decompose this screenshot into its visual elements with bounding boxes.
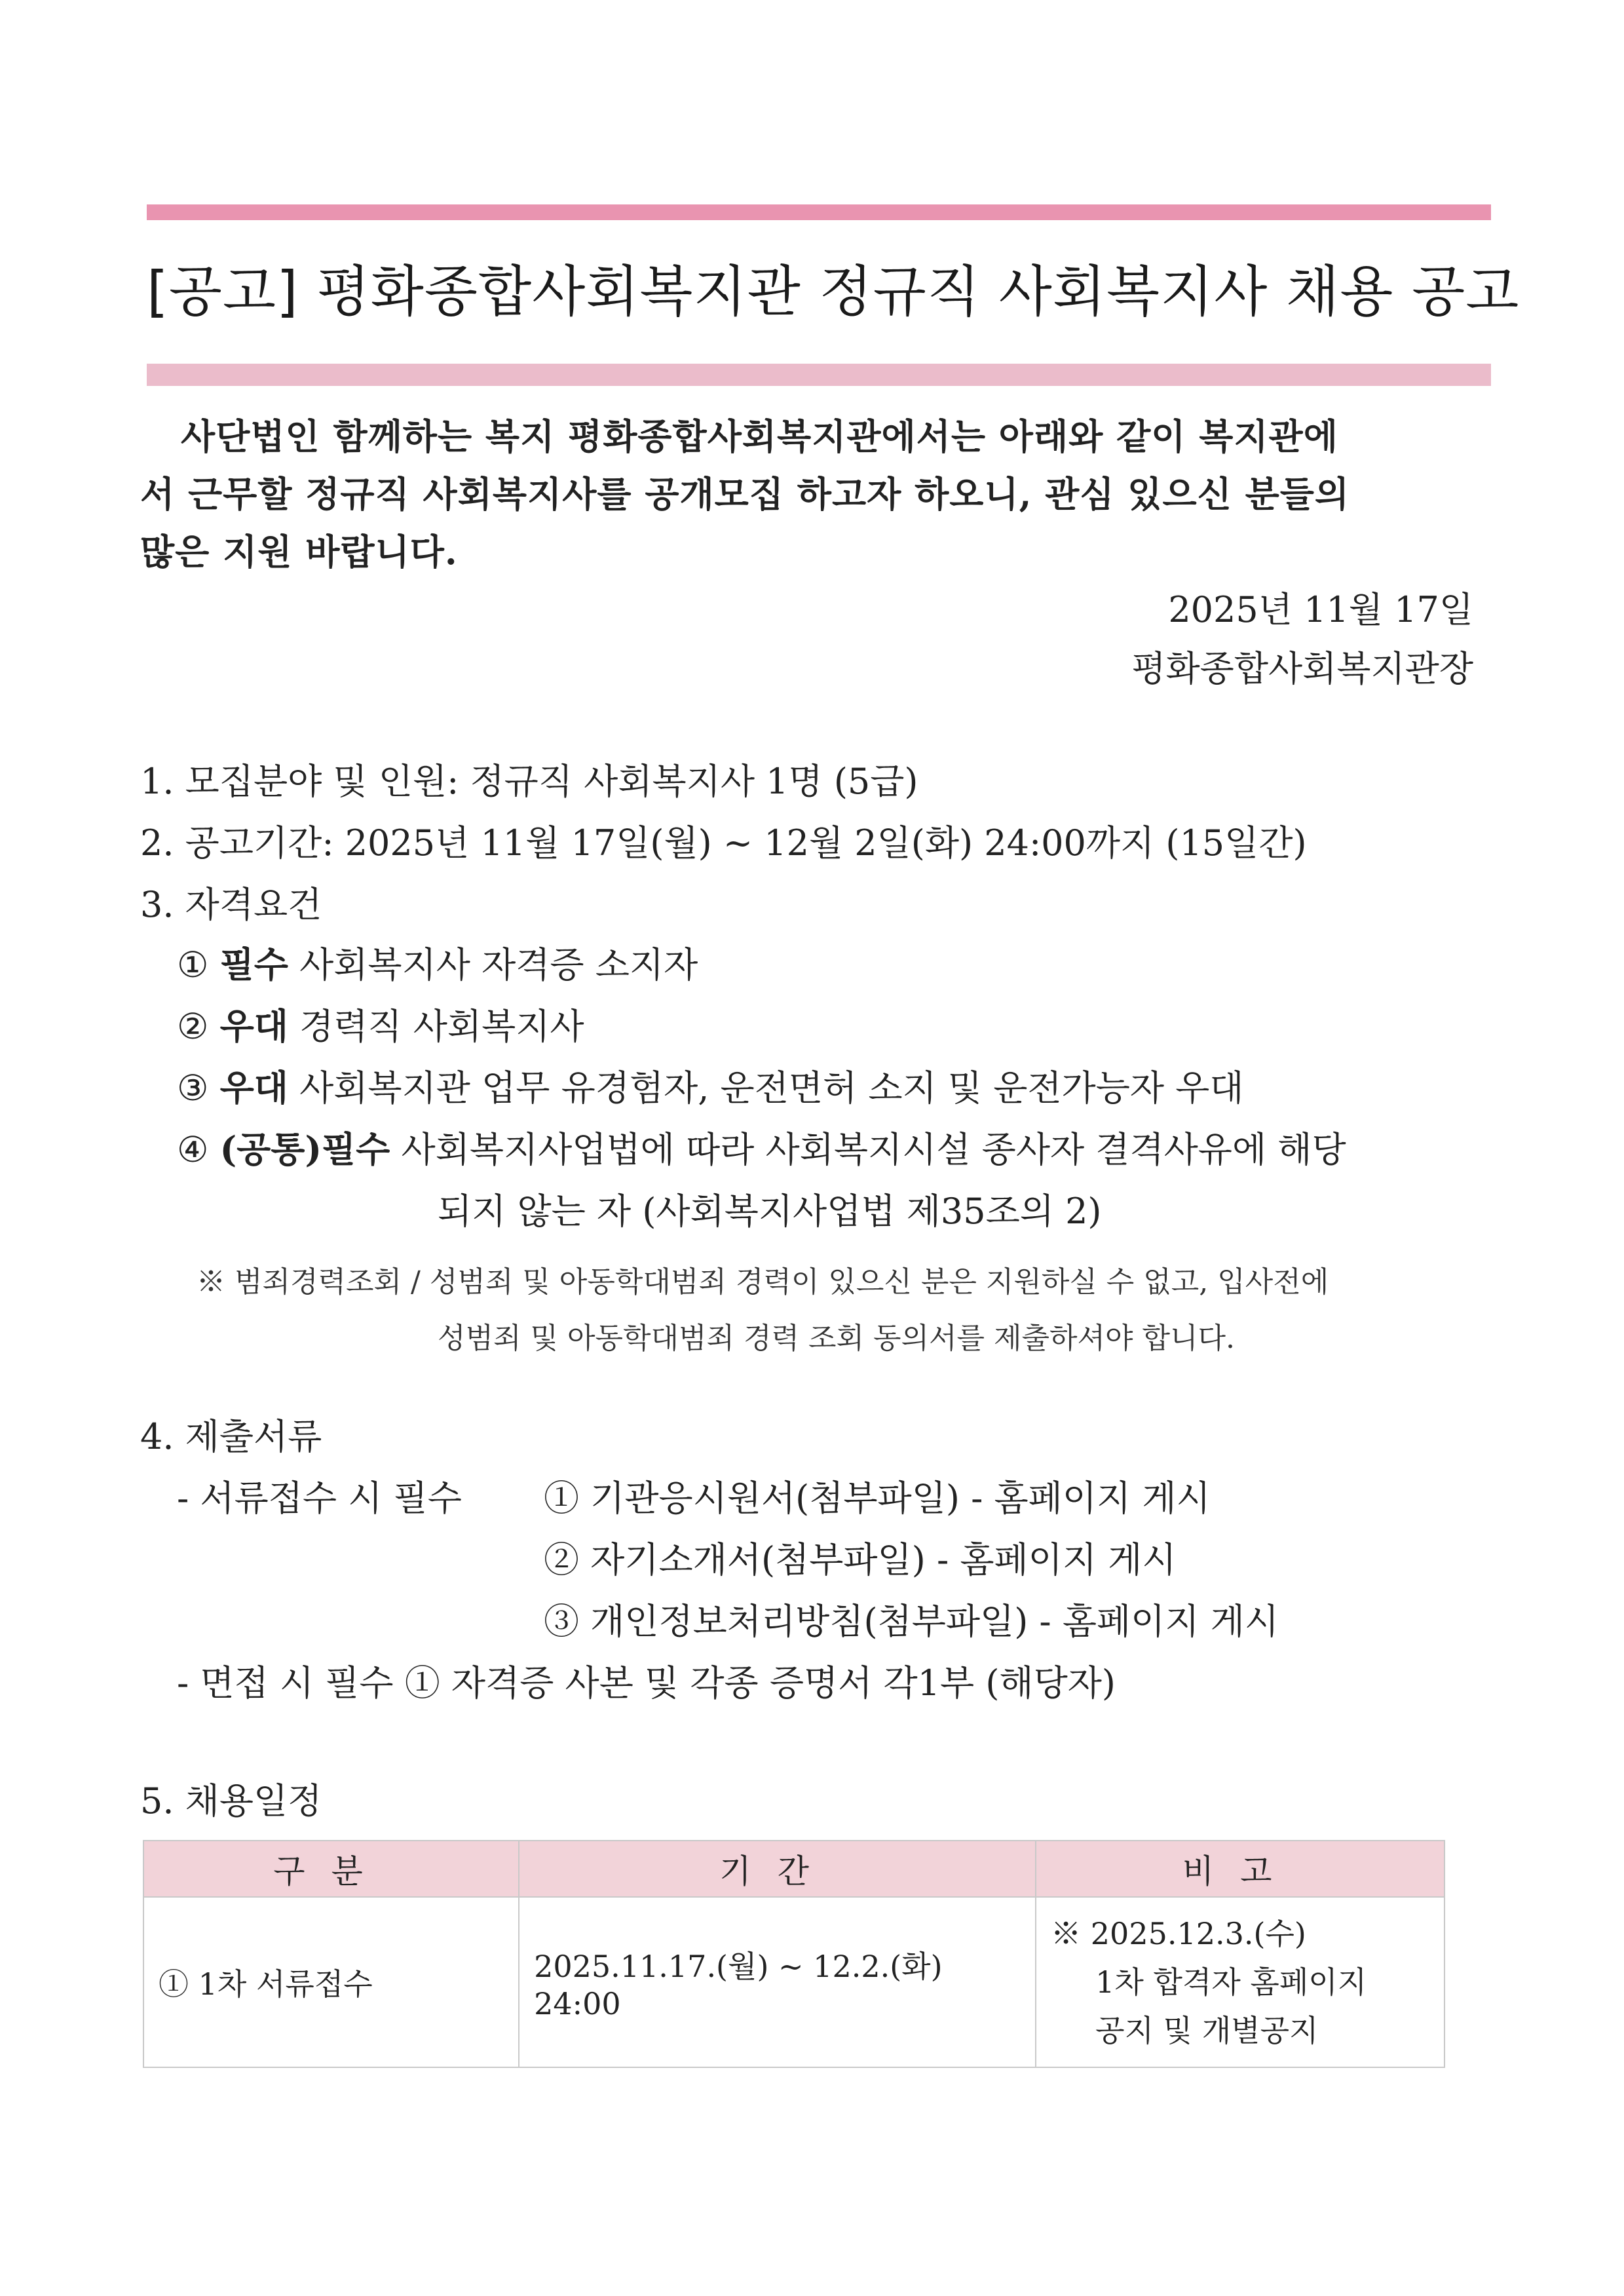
intro-line-1: 사단법인 함께하는 복지 평화종합사회복지관에서는 아래와 같이 복지관에 <box>181 415 1338 457</box>
announcement-date: 2025년 11월 17일 <box>1168 589 1473 630</box>
qualification-item: ② 우대 경력직 사회복지사 <box>177 1005 584 1047</box>
remark-line-3: 공지 및 개별공지 <box>1095 2013 1319 2048</box>
table-row <box>143 1897 1445 2067</box>
intro-line-2: 서 근무할 정규직 사회복지사를 공개모집 하고자 하오니, 관심 있으신 분들의 <box>140 473 1350 515</box>
remark-line-2: 1차 합격자 홈페이지 <box>1095 1964 1367 2000</box>
top-pink-bar <box>147 204 1491 220</box>
table-header-row <box>143 1841 1445 1897</box>
qualification-item: ③ 우대 사회복지관 업무 유경험자, 운전면허 소지 및 운전가능자 우대 <box>177 1067 1244 1109</box>
interview-requirement: - 면접 시 필수 ① 자격증 사본 및 각종 증명서 각1부 (해당자) <box>177 1662 1116 1704</box>
qualification-tag: 우대 <box>219 1067 288 1109</box>
section-announcement-period: 2. 공고기간: 2025년 11월 17일(월) ~ 12월 2일(화) 24:00까지 (15일간) <box>140 822 1307 864</box>
period-cell: 2025.11.17.(월) ~ 12.2.(화) 24:00 <box>519 1897 1036 2067</box>
document-requirement-prefix: - 서류접수 시 필수 <box>177 1478 462 1519</box>
title-underline-bar <box>147 364 1491 386</box>
document-item: ① 기관응시원서(첨부파일) - 홈페이지 게시 <box>544 1478 1211 1519</box>
page-title: [공고] 평화종합사회복지관 정규직 사회복지사 채용 공고 <box>147 259 1520 324</box>
qualification-item: ④ (공통)필수 사회복지사업법에 따라 사회복지시설 종사자 결격사유에 해당 <box>177 1128 1346 1170</box>
criminal-record-note-continuation: 성범죄 및 아동학대범죄 경력 조회 동의서를 제출하셔야 합니다. <box>438 1322 1235 1355</box>
section-documents-heading: 4. 제출서류 <box>140 1416 322 1457</box>
document-item: ③ 개인정보처리방침(첨부파일) - 홈페이지 게시 <box>544 1601 1279 1642</box>
stage-cell: ① 1차 서류접수 <box>143 1897 519 2067</box>
header-remark: 비고 <box>1036 1841 1445 1897</box>
note-mark: ※ <box>197 1265 225 1299</box>
qualification-tag: 우대 <box>219 1005 288 1047</box>
intro-paragraph <box>140 408 1491 581</box>
remark-date: 2025.12.3.(수) <box>1090 1916 1306 1951</box>
schedule-table <box>143 1840 1445 2068</box>
qualification-tag: 필수 <box>219 944 288 985</box>
remark-mark: ※ <box>1051 1916 1082 1951</box>
issuer-name: 평화종합사회복지관장 <box>1131 648 1473 689</box>
header-period: 기간 <box>519 1841 1036 1897</box>
qualification-item-continuation: 되지 않는 자 (사회복지사업법 제35조의 2) <box>438 1191 1102 1232</box>
qualification-tag: (공통)필수 <box>219 1128 390 1170</box>
qualification-item: ① 필수 사회복지사 자격증 소지자 <box>177 944 698 985</box>
section-recruitment-field: 1. 모집분야 및 인원: 정규직 사회복지사 1명 (5급) <box>140 761 918 802</box>
document-item: ② 자기소개서(첨부파일) - 홈페이지 게시 <box>544 1539 1177 1580</box>
section-qualifications-heading: 3. 자격요건 <box>140 884 322 925</box>
section-schedule-heading: 5. 채용일정 <box>140 1780 322 1822</box>
criminal-record-note: ※ 범죄경력조회 / 성범죄 및 아동학대범죄 경력이 있으신 분은 지원하실 수 없고, 입사전에 <box>197 1265 1329 1299</box>
remark-cell <box>1036 1897 1445 2067</box>
intro-line-3: 많은 지원 바랍니다. <box>140 531 458 573</box>
header-category: 구분 <box>143 1841 519 1897</box>
